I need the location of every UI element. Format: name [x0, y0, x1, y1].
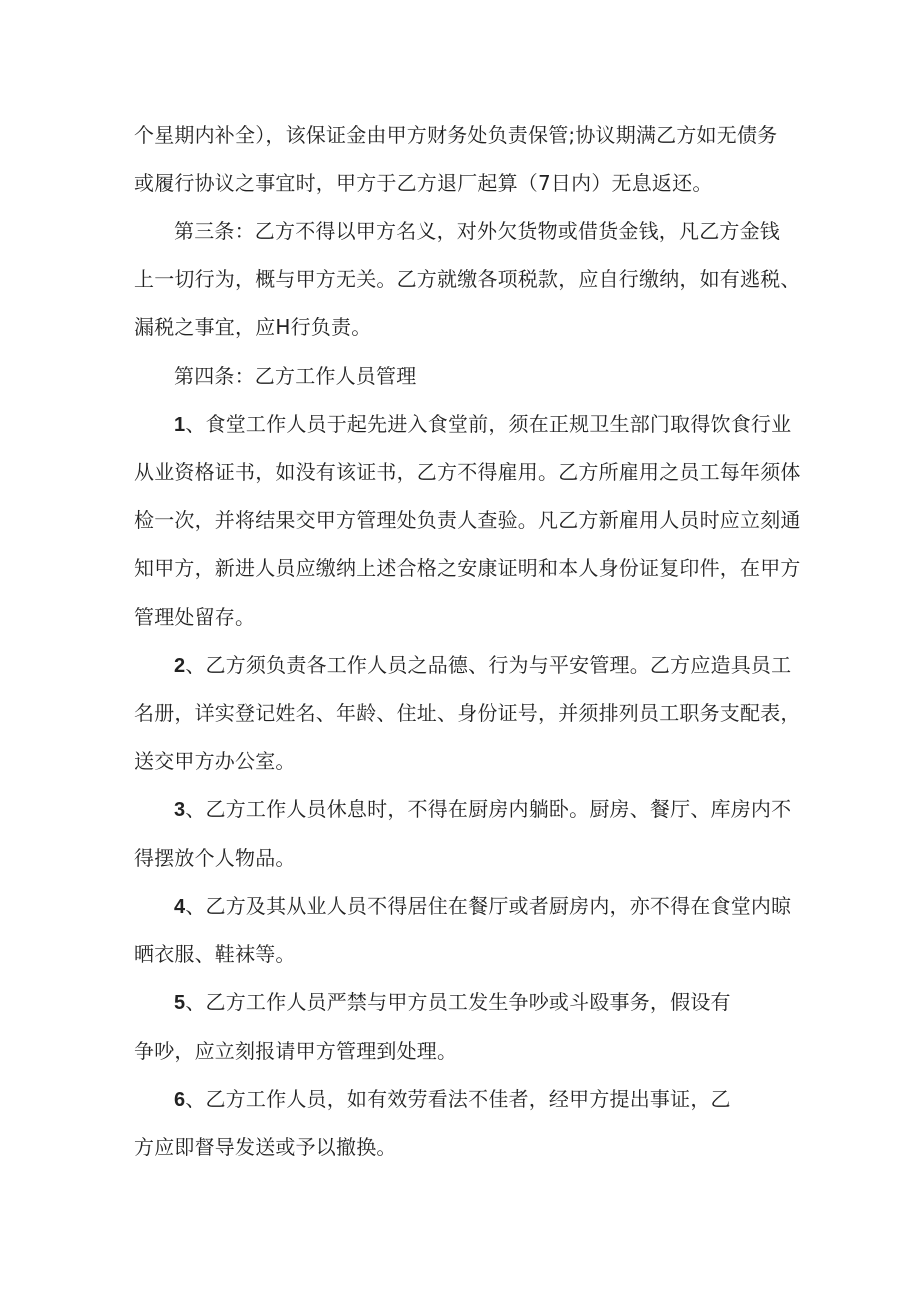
- text-line: [134, 267, 801, 291]
- text-line: [134, 171, 713, 195]
- line-text: 晒衣服、鞋袜等。: [134, 942, 296, 966]
- item-number: 1: [174, 414, 186, 436]
- text-line: [134, 1039, 457, 1063]
- item-5-line: [174, 990, 731, 1015]
- text-line: [134, 605, 255, 629]
- line-text: 管理处留存。: [134, 605, 256, 629]
- line-text: 从业资格证书，如没有该证书，乙方不得雇用。乙方所雇用之员工每年须体: [134, 460, 801, 484]
- line-text: 得摆放个人物品。: [134, 846, 296, 870]
- item-2-line: [174, 653, 791, 678]
- text-line: [134, 123, 777, 147]
- text-line: [134, 846, 296, 870]
- line-text: 检一次，并将结果交甲方管理处负责人查验。凡乙方新雇用人员时应立刻通: [134, 508, 801, 532]
- line-text: 、乙方及其从业人员不得居住在餐厅或者厨房内，亦不得在食堂内晾: [185, 894, 792, 918]
- text-line: [134, 315, 371, 339]
- line-text: 第三条：乙方不得以甲方名义，对外欠货物或借货金钱，凡乙方金钱: [174, 219, 780, 243]
- line-text: 个星期内补全），该保证金由甲方财务处负责保管;协议期满乙方如无债务: [134, 123, 778, 147]
- text-line: [134, 508, 801, 532]
- line-text: 、乙方工作人员，如有效劳看法不佳者，经甲方提出事证，乙: [185, 1087, 731, 1111]
- article-4-heading-line: [174, 364, 416, 388]
- item-number: 2: [174, 655, 186, 677]
- text-line: [134, 942, 296, 966]
- line-text: 方应即督导发送或予以撤换。: [134, 1135, 397, 1159]
- line-text: 或履行协议之事宜时，甲方于乙方退厂起算（7日内）无息返还。: [134, 171, 713, 195]
- line-text: 名册，详实登记姓名、年龄、住址、身份证号，并须排列员工职务支配表，: [134, 701, 801, 725]
- text-line: [134, 556, 801, 580]
- line-text: 、乙方工作人员休息时，不得在厨房内躺卧。厨房、餐厅、库房内不: [185, 797, 792, 821]
- text-line: [134, 749, 296, 773]
- line-text: 上一切行为，概与甲方无关。乙方就缴各项税款，应自行缴纳，如有逃税、: [134, 267, 801, 291]
- text-line: [134, 1135, 397, 1159]
- item-number: 4: [174, 896, 186, 918]
- line-text: 、食堂工作人员于起先进入食堂前，须在正规卫生部门取得饮食行业: [185, 412, 792, 436]
- item-3-line: [174, 797, 791, 822]
- item-number: 6: [174, 1089, 186, 1111]
- item-number: 5: [174, 992, 186, 1014]
- line-text: 争吵，应立刻报请甲方管理到处理。: [134, 1039, 458, 1063]
- text-line: [134, 460, 801, 484]
- item-6-line: [174, 1087, 731, 1112]
- line-text: 知甲方，新进人员应缴纳上述合格之安康证明和本人身份证复印件，在甲方: [134, 556, 801, 580]
- item-1-line: [174, 412, 791, 437]
- text-line: [134, 701, 801, 725]
- line-text: 、乙方须负责各工作人员之品德、行为与平安管理。乙方应造具员工: [185, 653, 792, 677]
- item-4-line: [174, 894, 791, 919]
- line-text: 漏税之事宜，应H行负责。: [134, 315, 372, 339]
- item-number: 3: [174, 799, 186, 821]
- line-text: 、乙方工作人员严禁与甲方员工发生争吵或斗殴事务，假设有: [185, 990, 731, 1014]
- article-3-heading-line: [174, 219, 780, 243]
- line-text: 第四条：乙方工作人员管理: [174, 364, 417, 388]
- line-text: 送交甲方办公室。: [134, 749, 296, 773]
